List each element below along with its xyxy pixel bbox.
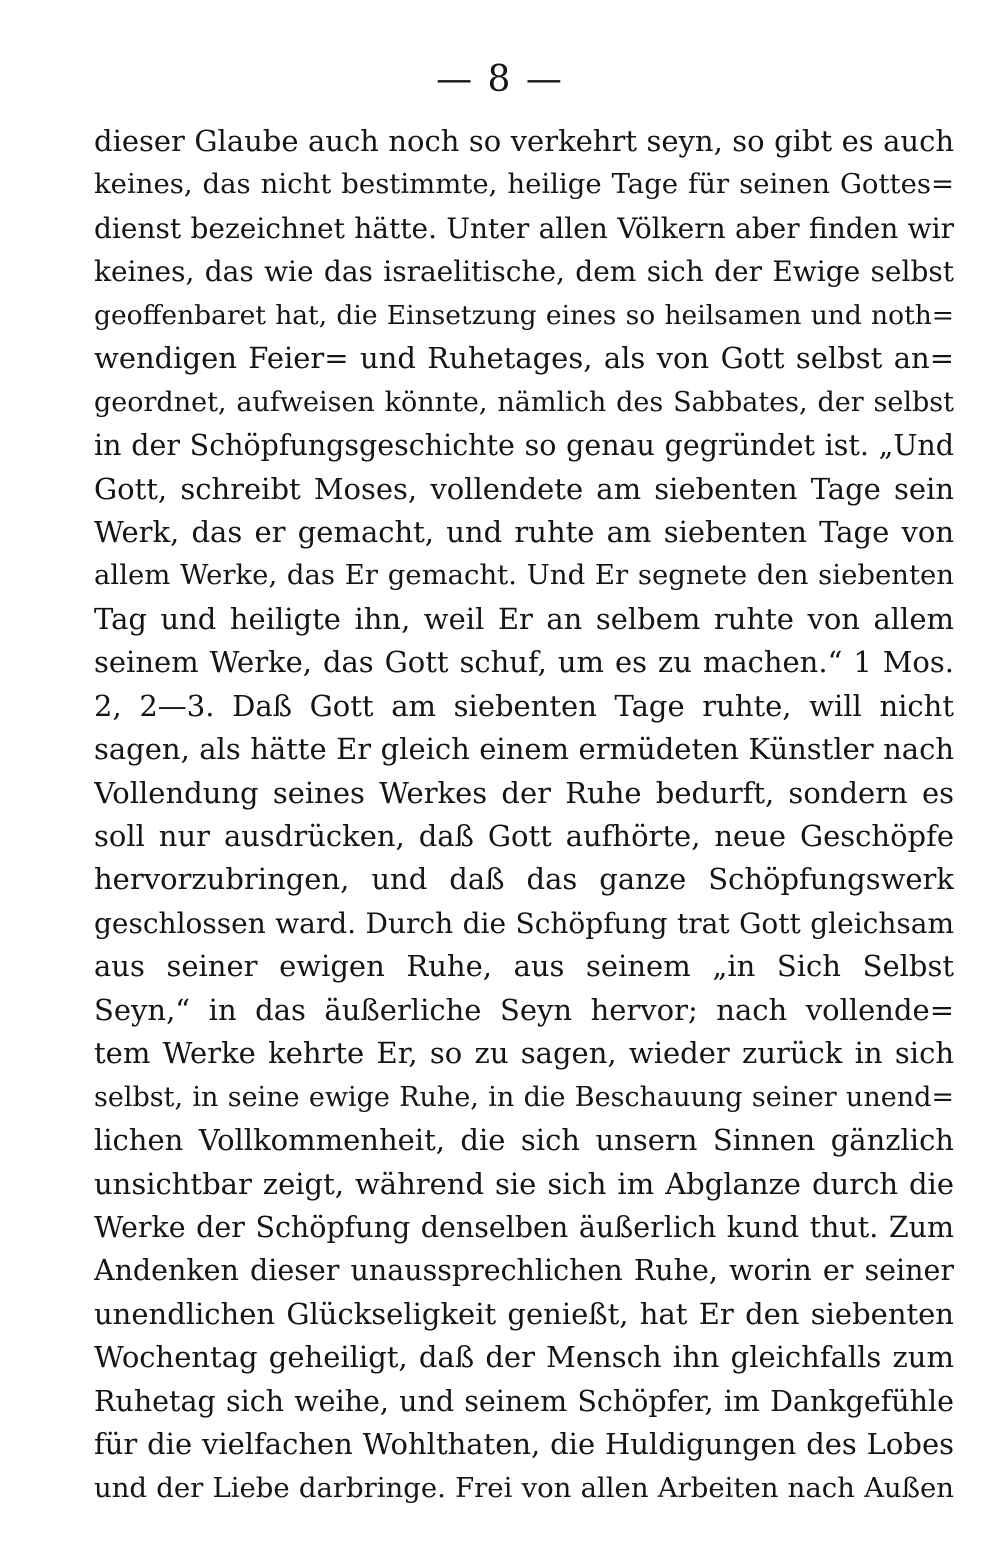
text-line: seinem Werke, das Gott schuf, um es zu machen.“ 1 Mos. (94, 645, 954, 680)
page-number: — 8 — (436, 59, 564, 100)
text-line: lichen Vollkommenheit, die sich unsern Sinnen gänzlich (94, 1123, 954, 1158)
text-line: in der Schöpfungsgeschichte so genau gegründet ist. „Und (94, 429, 954, 463)
text-line: Wochentag geheiligt, daß der Mensch ihn gleichfalls zum (94, 1340, 954, 1375)
text-line: und der Liebe darbringe. Frei von allen Arbeiten nach Außen (94, 1471, 954, 1504)
text-line: geoffenbaret hat, die Einsetzung eines so heilsamen und noth= (94, 299, 954, 331)
text-line: 2, 2—3. Daß Gott am siebenten Tage ruhte, will nicht (94, 688, 954, 723)
text-line: wendigen Feier= und Ruhetages, als von Gott selbst an= (94, 341, 954, 376)
text-line: unendlichen Glückseligkeit genießt, hat Er den siebenten (94, 1296, 954, 1331)
text-line: keines, das nicht bestimmte, heilige Tage für seinen Gottes= (94, 168, 954, 201)
text-line: geschlossen ward. Durch die Schöpfung trat Gott gleichsam (94, 906, 954, 940)
text-line: tem Werke kehrte Er, so zu sagen, wieder zurück in sich (94, 1036, 954, 1071)
text-line: allem Werke, das Er gemacht. Und Er segnete den siebenten (94, 559, 954, 592)
text-line: keines, das wie das israelitische, dem sich der Ewige selbst (94, 255, 954, 289)
text-line: Seyn,“ in das äußerliche Seyn hervor; nach vollende= (94, 992, 954, 1027)
text-line: Werk, das er gemacht, und ruhte am siebenten Tage von (94, 514, 954, 549)
text-line: soll nur ausdrücken, daß Gott aufhörte, neue Geschöpfe (94, 819, 954, 853)
text-line: aus seiner ewigen Ruhe, aus seinem „in Sich Selbst (94, 949, 954, 984)
text-line: selbst, in seine ewige Ruhe, in die Beschauung seiner unend= (94, 1081, 954, 1113)
text-line: Ruhetag sich weihe, und seinem Schöpfer, im Dankgefühle (94, 1384, 954, 1418)
text-line: Andenken dieser unaussprechlichen Ruhe, worin er seiner (94, 1254, 954, 1288)
text-line: Gott, schreibt Moses, vollendete am siebenten Tage sein (94, 471, 954, 506)
text-line: sagen, als hätte Er gleich einem ermüdeten Künstler nach (94, 732, 954, 767)
text-line: für die vielfachen Wohlthaten, die Huldigungen des Lobes (94, 1427, 954, 1462)
text-line: dienst bezeichnet hätte. Unter allen Völkern aber finden wir (94, 211, 954, 245)
body-text (94, 120, 954, 1510)
text-line: dieser Glaube auch noch so verkehrt seyn, so gibt es auch (94, 124, 954, 158)
text-line: unsichtbar zeigt, während sie sich im Abglanze durch die (94, 1166, 954, 1201)
text-line: Werke der Schöpfung denselben äußerlich kund thut. Zum (94, 1210, 954, 1244)
text-line: hervorzubringen, und daß das ganze Schöpfungswerk (94, 862, 954, 897)
text-line: geordnet, aufweisen könnte, nämlich des Sabbates, der selbst (94, 386, 954, 418)
text-line: Vollendung seines Werkes der Ruhe bedurft, sondern es (94, 775, 954, 810)
text-line: Tag und heiligte ihn, weil Er an selbem ruhte von allem (94, 601, 954, 636)
